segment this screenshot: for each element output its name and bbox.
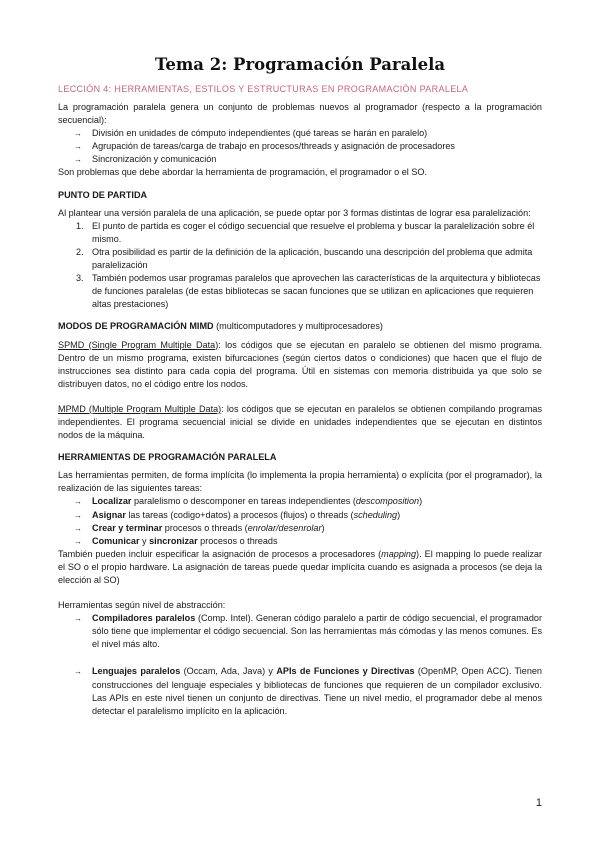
list-item: → Comunicar y sincronizar procesos o threads <box>74 535 542 548</box>
list-item: → Lenguajes paralelos (Occam, Ada, Java) y APIs de Funciones y Directivas (OpenMP, Open ACC). Tienen construcciones del lenguaje especiales y bibliotecas de funciones que requieren de un compilador exclusivo. Las APIs en este nivel tienen un conjunto de directivas. Tiene un nivel medio, el programador debe al menos detectar el paralelismo implícito en la aplicación. <box>74 665 542 717</box>
mpmd-paragraph: MPMD (Multiple Program Multiple Data): los códigos que se ejecutan en paralelos se obtienen compilando programas independientes. El programa secuencial inicial se divide en unidades independientes que se ejecutan en distintos nodos de la máquina. <box>58 403 543 441</box>
section-heading-modos-mimd: MODOS DE PROGRAMACIÓN MIMD (multicomputadores y multiprocesadores) <box>58 321 383 332</box>
spmd-term: SPMD (Single Program Multiple Data) <box>58 339 219 350</box>
section-heading-herramientas: HERRAMIENTAS DE PROGRAMACIÓN PARALELA <box>58 452 277 463</box>
lesson-heading: LECCIÓN 4: HERRAMIENTAS, ESTILOS Y ESTRUCTURAS EN PROGRAMACIÓN PARALELA <box>58 84 469 94</box>
section-heading-punto-partida: PUNTO DE PARTIDA <box>58 189 148 200</box>
mpmd-term: MPMD (Multiple Program Multiple Data) <box>58 403 222 414</box>
list-item: 1. El punto de partida es coger el código secuencial que resuelve el problema y buscar la paralelización sobre él mismo. <box>76 220 535 244</box>
page-title: Tema 2: Programación Paralela <box>154 55 446 74</box>
mapping-paragraph: También pueden incluir especificar la asignación de procesos a procesadores (mapping). El mapping lo puede realizar el SO o el propio hardware. La asignación de tareas puede quedar implícita cuando es asignada a procesos (se deja la elección al SO) <box>58 548 542 585</box>
punto-partida-list <box>74 220 542 312</box>
intro-closing: Son problemas que debe abordar la herramienta de programación, el programador o el SO. <box>58 167 428 178</box>
tasks-bullet-list <box>74 495 542 547</box>
list-item: → Sincronización y comunicación <box>74 153 542 166</box>
niveles-intro: Herramientas según nivel de abstracción: <box>58 600 226 611</box>
list-item: → Agrupación de tareas/carga de trabajo en procesos/threads y asignación de procesadores <box>74 140 542 153</box>
list-item: 3. También podemos usar programas paralelos que aprovechen las características de la arquitectura y bibliotecas de funciones paralelas (de estas bibliotecas se sacan funciones que se utilizan en aplicaciones que requieren altas prestaciones) <box>76 273 541 310</box>
list-item: → Localizar paralelismo o descomponer en tareas independientes (descomposition) <box>74 495 542 508</box>
list-item: → Asignar las tareas (codigo+datos) a procesos (flujos) o threads (scheduling) <box>74 509 542 522</box>
punto-partida-paragraph: Al plantear una versión paralela de una aplicación, se puede optar por 3 formas distintas de lograr esa paralelización: <box>58 207 531 218</box>
list-item: → División en unidades de cómputo independientes (qué tareas se harán en paralelo) <box>74 127 542 140</box>
page-number: 1 <box>535 797 542 809</box>
list-item: → Compiladores paralelos (Comp. Intel). Generan código paralelo a partir de código secuencial, el programador sólo tiene que implementar el código secuencial. Son las herramientas más cómodas y las menos comunes. Es el nivel más alto. <box>74 612 542 651</box>
intro-paragraph: La programación paralela genera un conjunto de problemas nuevos al programador (respecto a la programación secuencial): <box>58 102 542 126</box>
document-body <box>58 101 542 718</box>
list-item: → Crear y terminar procesos o threads (enrolar/desenrolar) <box>74 522 542 535</box>
intro-bullet-list <box>74 127 542 166</box>
spmd-paragraph: SPMD (Single Program Multiple Data): los códigos que se ejecutan en paralelo se obtienen del mismo programa. Dentro de un mismo programa, existen bifurcaciones (según ciertos datos o condiciones) que hacen que el flujo de instrucciones sea distinto para cada copia del programa. Útil en sistemas con memoria distribuida ya que solo se distribuyen datos, no el código entre los nodos. <box>58 339 542 389</box>
list-item: 2. Otra posibilidad es partir de la definición de la aplicación, buscando una descripción del problema que admita paralelización <box>76 246 533 271</box>
niveles-bullet-list <box>74 612 542 718</box>
herramientas-paragraph: Las herramientas permiten, de forma implícita (lo implementa la propia herramienta) o explícita (por el programador), la realización de las siguientes tareas: <box>58 470 542 494</box>
